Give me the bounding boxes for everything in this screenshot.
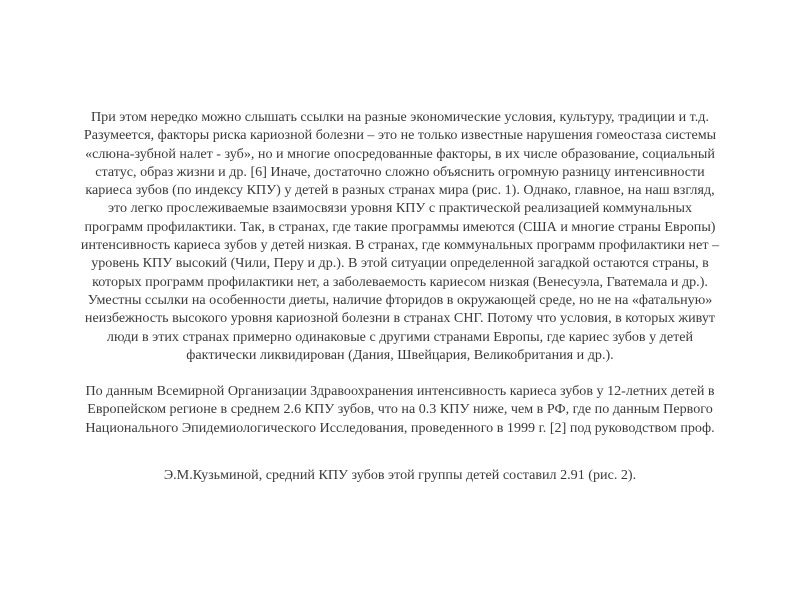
text-line: При этом нередко можно слышать ссылки на разные экономические условия, культуру, традиции и т.д. <box>91 109 709 125</box>
text-line: Европейском регионе в среднем 2.6 КПУ зубов, что на 0.3 КПУ ниже, чем в РФ, где по данным Первого <box>87 401 713 418</box>
text-line: программ профилактики. Так, в странах, где такие программы имеются (США и многие страны Европы) <box>84 218 716 235</box>
text-line: Национального Эпидемиологического Исследования, проведенного в 1999 г. [2] под руководством проф. <box>85 419 715 436</box>
text-line: которых программ профилактики нет, а заболеваемость кариесом низкая (Венесуэла, Гватемала и др.). <box>92 273 708 290</box>
text-line: интенсивность кариеса зубов у детей низкая. В странах, где коммунальных программ профилактики нет – <box>80 237 720 254</box>
paragraph-kuzmina-result <box>40 466 760 484</box>
text-line: По данным Всемирной Организации Здравоохранения интенсивность кариеса зубов у 12-летних детей в <box>85 383 715 399</box>
text-line: неизбежность высокого уровня кариозной болезни в странах СНГ. Потому что условия, в которых живут <box>84 310 716 327</box>
text-line: фактически ликвидирован (Дания, Швейцария, Великобритания и др.). <box>186 346 614 363</box>
paragraph-who-data <box>40 382 760 437</box>
text-line: это легко прослеживаемые взаимосвязи уровня КПУ с практической реализацией коммунальных <box>108 200 692 217</box>
text-line: кариеса зубов (по индексу КПУ) у детей в разных странах мира (рис. 1). Однако, главное, на наш взгляд, <box>85 182 715 199</box>
text-line: люди в этих странах примерно одинаковые с другими странами Европы, где кариес зубов у детей <box>106 328 694 345</box>
text-line: Уместны ссылки на особенности диеты, наличие фторидов в окружающей среде, но не на «фатальную» <box>87 291 713 308</box>
text-line: уровень КПУ высокий (Чили, Перу и др.). В этой ситуации определенной загадкой остаются страны, в <box>91 255 709 272</box>
text-line: Э.М.Кузьминой, средний КПУ зубов этой группы детей составил 2.91 (рис. 2). <box>163 467 637 483</box>
paragraph-risk-factors <box>40 108 760 364</box>
text-line: Разумеется, факторы риска кариозной болезни – это не только известные нарушения гомеостаза системы <box>83 127 717 144</box>
text-line: «слюна-зубной налет - зуб», но и многие опосредованные факторы, в их числе образование, социальный <box>85 145 715 162</box>
text-line: статус, образ жизни и др. [6] Иначе, достаточно сложно объяснить огромную разницу интенсивности <box>95 163 705 180</box>
